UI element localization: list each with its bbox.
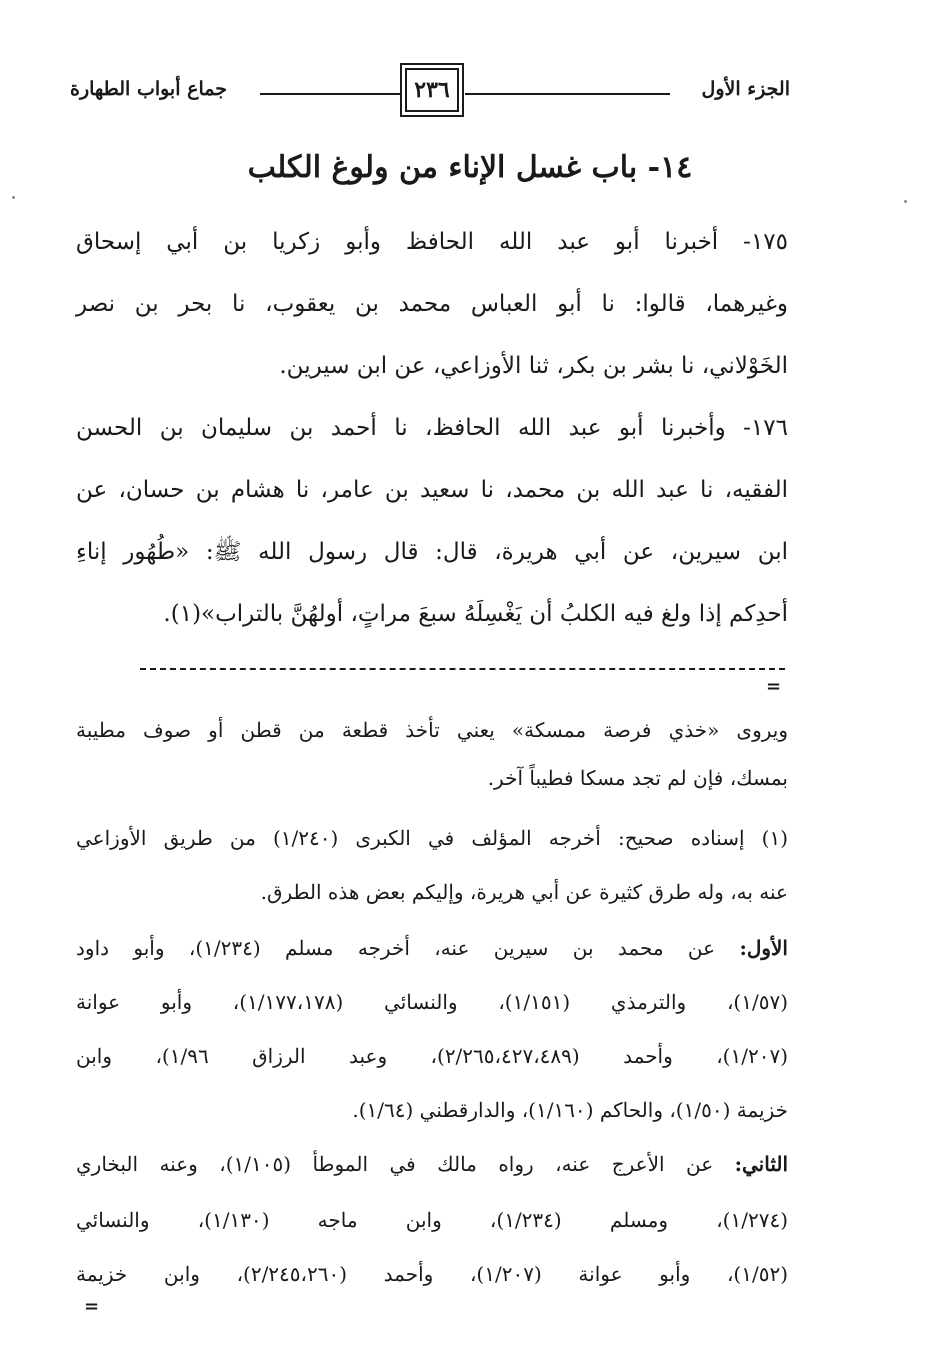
continuation-mark: = — [766, 676, 782, 697]
hadith-line: ١٧٥- أخبرنا أبو عبد الله الحافظ وأبو زكريا بن أبي إسحاق — [76, 229, 788, 255]
footnote-line: (١/٥٢)، وأبو عوانة (١/٢٠٧)، وأحمد (٢/٢٤٥،٢٦٠)، وابن خزيمة — [76, 1262, 788, 1286]
header-volume: الجزء الأول — [701, 78, 790, 100]
footnote-line: (١/٢٠٧)، وأحمد (٢/٢٦٥،٤٢٧،٤٨٩)، وعبد الرزاق ١/٩٦)، وابن — [76, 1044, 789, 1068]
hadith-line-prophetic-text: أحدِكم إذا ولغ فيه الكلبُ أن يَغْسِلَهُ سبعَ مراتٍ، أولهُنَّ بالتراب»(١). — [163, 601, 788, 627]
hadith-line: ابن سيرين، عن أبي هريرة، قال: قال رسول الله ﷺ: «طُهُور إناءِ — [76, 539, 788, 565]
footnote-line: (١) إسناده صحيح: أخرجه المؤلف في الكبرى (١/٢٤٠) من طريق الأوزاعي — [76, 826, 789, 850]
footnote-line: الأول: عن محمد بن سيرين عنه، أخرجه مسلم (١/٢٣٤)، وأبو داود — [76, 936, 788, 960]
header-rule-right — [465, 93, 670, 95]
scan-speck — [12, 196, 15, 199]
continuation-mark-bottom: = — [84, 1296, 100, 1317]
footnote-line: خزيمة (١/٥٠)، والحاكم (١/١٦٠)، والدارقطني (١/٦٤). — [352, 1098, 788, 1122]
chapter-title: ١٤- باب غسل الإناء من ولوغ الكلب — [247, 150, 693, 185]
scan-speck — [904, 200, 907, 203]
running-header — [70, 68, 790, 118]
hadith-line: الخَوْلاني، نا بشر بن بكر، ثنا الأوزاعي، عن ابن سيرين. — [279, 353, 788, 379]
header-section: جماع أبواب الطهارة — [70, 78, 227, 100]
header-rule-left — [260, 93, 402, 95]
footnote-separator — [140, 668, 785, 670]
footnote-line: بمسك، فإن لم تجد مسكا فطيباً آخر. — [487, 766, 788, 790]
hadith-line: وغيرهما، قالوا: نا أبو العباس محمد بن يعقوب، نا بحر بن نصر — [76, 291, 788, 317]
footnote-line: عنه به، وله طرق كثيرة عن أبي هريرة، وإليكم بعض هذه الطرق. — [260, 880, 788, 904]
footnote-line: الثاني: عن الأعرج عنه، رواه مالك في الموطأ (١/١٠٥)، وعنه البخاري — [76, 1152, 789, 1176]
footnote-line: (١/٥٧)، والترمذي (١/١٥١)، والنسائي (١/١٧٧،١٧٨)، وأبو عوانة — [76, 990, 788, 1014]
page-number-box: ٢٣٦ — [405, 68, 459, 112]
footnote-line: ويروى «خذي فرصة ممسكة» يعني تأخذ قطعة من قطن أو صوف مطيبة — [76, 718, 788, 742]
hadith-line: ١٧٦- وأخبرنا أبو عبد الله الحافظ، نا أحمد بن سليمان بن الحسن — [76, 415, 788, 441]
footnote-line: (١/٢٧٤)، ومسلم (١/٢٣٤)، وابن ماجه (١/١٣٠)، والنسائي — [76, 1208, 789, 1232]
hadith-line: الفقيه، نا عبد الله بن محمد، نا سعيد بن عامر، نا هشام بن حسان، عن — [76, 477, 788, 503]
